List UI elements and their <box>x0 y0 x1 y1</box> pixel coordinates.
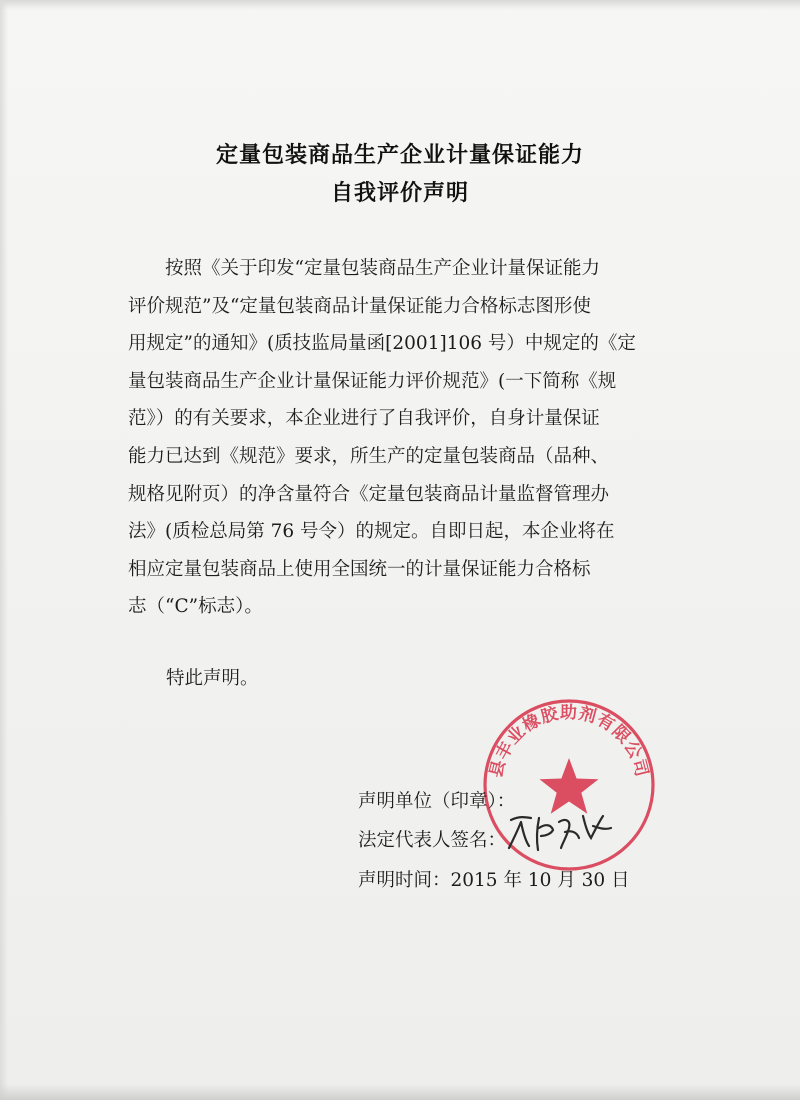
body-line: 志（“C”标志）。 <box>128 596 263 618</box>
scan-edge-bottom <box>0 1084 800 1100</box>
body-line: 用规定”的通知》(质技监局量函[2001]106 号）中规定的《定 <box>128 333 636 355</box>
body-line: 量包装商品生产企业计量保证能力评价规范》(一下简称《规 <box>128 370 617 392</box>
document-title-line1: 定量包装商品生产企业计量保证能力 <box>215 143 584 168</box>
declaration-date: 声明时间：2015 年 10 月 30 日 <box>358 870 630 891</box>
seal-star-icon <box>540 758 599 814</box>
body-line: 按照《关于印发“定量包装商品生产企业计量保证能力 <box>165 258 600 279</box>
body-line: 评价规范”及“定量包装商品计量保证能力合格标志图形使 <box>128 295 591 317</box>
body-line: 规格见附页）的净含量符合《定量包装商品计量监督管理办 <box>128 483 610 505</box>
document-title-line2: 自我评价声明 <box>330 181 469 206</box>
body-line: 能力已达到《规范》要求，所生产的定量包装商品（品种、 <box>128 445 610 467</box>
seal-text: 县丰业橡胶助剂有限公司 <box>486 703 652 780</box>
body-line: 法》(质检总局第 76 号令）的规定。自即日起，本企业将在 <box>128 521 615 543</box>
body-line: 相应定量包装商品上使用全国统一的计量保证能力合格标 <box>128 558 591 580</box>
scan-edge-top <box>0 0 800 10</box>
document-body <box>128 250 684 626</box>
legal-representative-label: 法定代表人签名： <box>358 830 507 851</box>
handwritten-signature <box>505 808 615 856</box>
declaring-unit-label: 声明单位（印章）： <box>358 791 516 812</box>
closing-statement: 特此声明。 <box>166 668 259 689</box>
body-line: 范》）的有关要求，本企业进行了自我评价，自身计量保证 <box>128 408 600 430</box>
